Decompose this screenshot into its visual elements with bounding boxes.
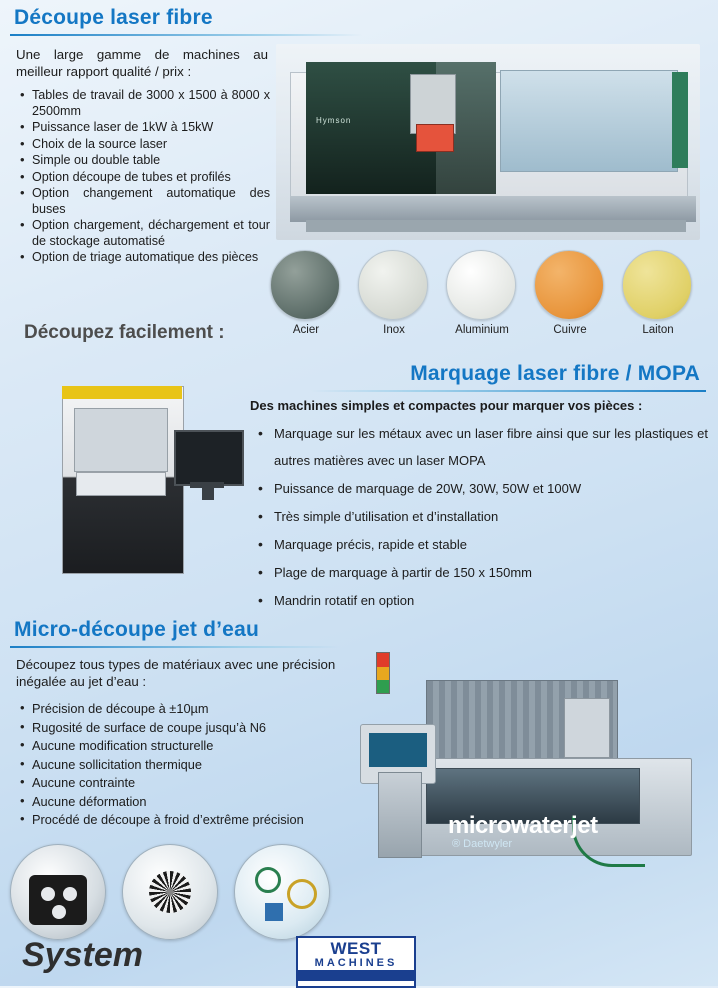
sample-hole — [41, 887, 55, 901]
material-acier — [270, 250, 342, 336]
list-item: • Puissance de marquage de 20W, 30W, 50W et 100W — [256, 475, 708, 502]
marquage-intro-text: Des machines simples et compactes pour marquer vos pièces : — [250, 398, 643, 413]
list-item: • Rugosité de surface de coupe jusqu’à N6 — [18, 719, 364, 737]
material-swatch-icon — [622, 250, 692, 320]
laser-cutting-machine-photo — [276, 44, 700, 240]
sample-detail — [265, 903, 283, 921]
list-item: • Option chargement, déchargement et tour de stockage automatisé — [18, 218, 270, 249]
machine-side-column — [378, 772, 422, 858]
laser-intro-text: Une large gamme de machines au meilleur rapport qualité / prix : — [16, 47, 268, 79]
material-label: Inox — [383, 324, 405, 336]
marquage-feature-list — [256, 420, 708, 615]
material-cuivre — [534, 250, 606, 336]
material-laiton — [622, 250, 694, 336]
list-item: • Aucune modification structurelle — [18, 737, 364, 755]
footer-logos — [0, 934, 718, 986]
machine-enclosure-window — [500, 70, 678, 172]
sample-detail — [287, 879, 317, 909]
section-waterjet — [0, 612, 718, 986]
material-label: Acier — [292, 324, 320, 336]
machine-legs — [306, 220, 686, 232]
cutting-head — [564, 698, 610, 758]
title-rule-jet — [10, 646, 340, 648]
machine-brand-label: Hymson — [316, 116, 352, 125]
system-logo — [22, 936, 143, 975]
marking-machine-hood — [76, 472, 166, 496]
section-title-jet: Micro-découpe jet d’eau — [14, 618, 259, 641]
monitor-stand — [190, 482, 224, 488]
marking-machine-top-cover — [62, 386, 182, 399]
list-item: • Option changement automatique des buses — [18, 186, 270, 217]
sample-parts-row — [6, 844, 346, 944]
material-aluminium — [446, 250, 518, 336]
section-laser-cutting — [0, 0, 718, 352]
section-laser-marking — [0, 358, 718, 620]
hmi-display — [369, 733, 427, 767]
west-logo-line1: WEST — [330, 939, 382, 958]
material-swatch-row — [270, 250, 710, 350]
sample-detail — [255, 867, 281, 893]
list-item: • Très simple d’utilisation et d’installation — [256, 503, 708, 530]
subtitle-decoupez-facilement: Découpez facilement : — [24, 322, 225, 343]
list-item: • Plage de marquage à partir de 150 x 150mm — [256, 559, 708, 586]
west-logo-bar — [298, 970, 414, 981]
material-swatch-icon — [270, 250, 340, 320]
jet-feature-list — [18, 700, 364, 830]
list-item: • Mandrin rotatif en option — [256, 587, 708, 614]
machine-green-accent — [672, 72, 688, 168]
list-item: • Tables de travail de 3000 x 1500 à 8000 x 2500mm — [18, 88, 270, 119]
section-title-laser: Découpe laser fibre — [14, 6, 213, 29]
list-item: • Précision de découpe à ±10µm — [18, 700, 364, 718]
machine-base-rail — [290, 196, 696, 222]
sample-detail — [149, 871, 191, 913]
section-title-marquage: Marquage laser fibre / MOPA — [410, 362, 700, 385]
list-item: • Aucune déformation — [18, 793, 364, 811]
material-swatch-icon — [446, 250, 516, 320]
list-item: • Marquage sur les métaux avec un laser fibre ainsi que sur les plastiques et autres matières avec un laser MOPA — [256, 420, 708, 474]
marking-machine-door — [74, 408, 168, 472]
sample-part-1 — [10, 844, 106, 940]
waterjet-logo: microwaterjet — [448, 812, 598, 839]
sample-part-2 — [122, 844, 218, 940]
list-item: • Aucune contrainte — [18, 774, 364, 792]
list-item: • Procédé de découpe à froid d’extrême précision — [18, 811, 364, 829]
marking-machine-monitor — [174, 430, 244, 486]
west-machines-logo — [296, 936, 416, 988]
list-item: • Aucune sollicitation thermique — [18, 756, 364, 774]
sample-hole — [52, 905, 66, 919]
west-logo-line2: MACHINES — [314, 957, 398, 969]
material-label: Laiton — [642, 324, 674, 336]
list-item: • Marquage précis, rapide et stable — [256, 531, 708, 558]
sample-hole — [63, 887, 77, 901]
laser-feature-list — [18, 88, 270, 267]
material-inox — [358, 250, 430, 336]
material-label: Aluminium — [455, 324, 509, 336]
sample-part-3 — [234, 844, 330, 940]
material-swatch-icon — [534, 250, 604, 320]
title-rule-marquage — [310, 390, 706, 392]
signal-tower-icon — [376, 652, 390, 694]
list-item: • Option découpe de tubes et profilés — [18, 170, 270, 186]
waterjet-machine-photo — [352, 640, 704, 876]
waterjet-logo-sub: ® Daetwyler — [452, 838, 513, 850]
title-rule-laser — [10, 34, 362, 36]
marking-machine-photo — [40, 376, 252, 588]
list-item: • Option de triage automatique des pièces — [18, 250, 270, 266]
list-item: • Simple ou double table — [18, 153, 270, 169]
list-item: • Puissance laser de 1kW à 15kW — [18, 120, 270, 136]
list-item: • Choix de la source laser — [18, 137, 270, 153]
material-swatch-icon — [358, 250, 428, 320]
machine-screen — [416, 124, 454, 152]
material-label: Cuivre — [553, 324, 587, 336]
jet-intro-text: Découpez tous types de matériaux avec une précision inégalée au jet d’eau : — [16, 657, 336, 689]
system-logo-text: System — [22, 936, 143, 974]
